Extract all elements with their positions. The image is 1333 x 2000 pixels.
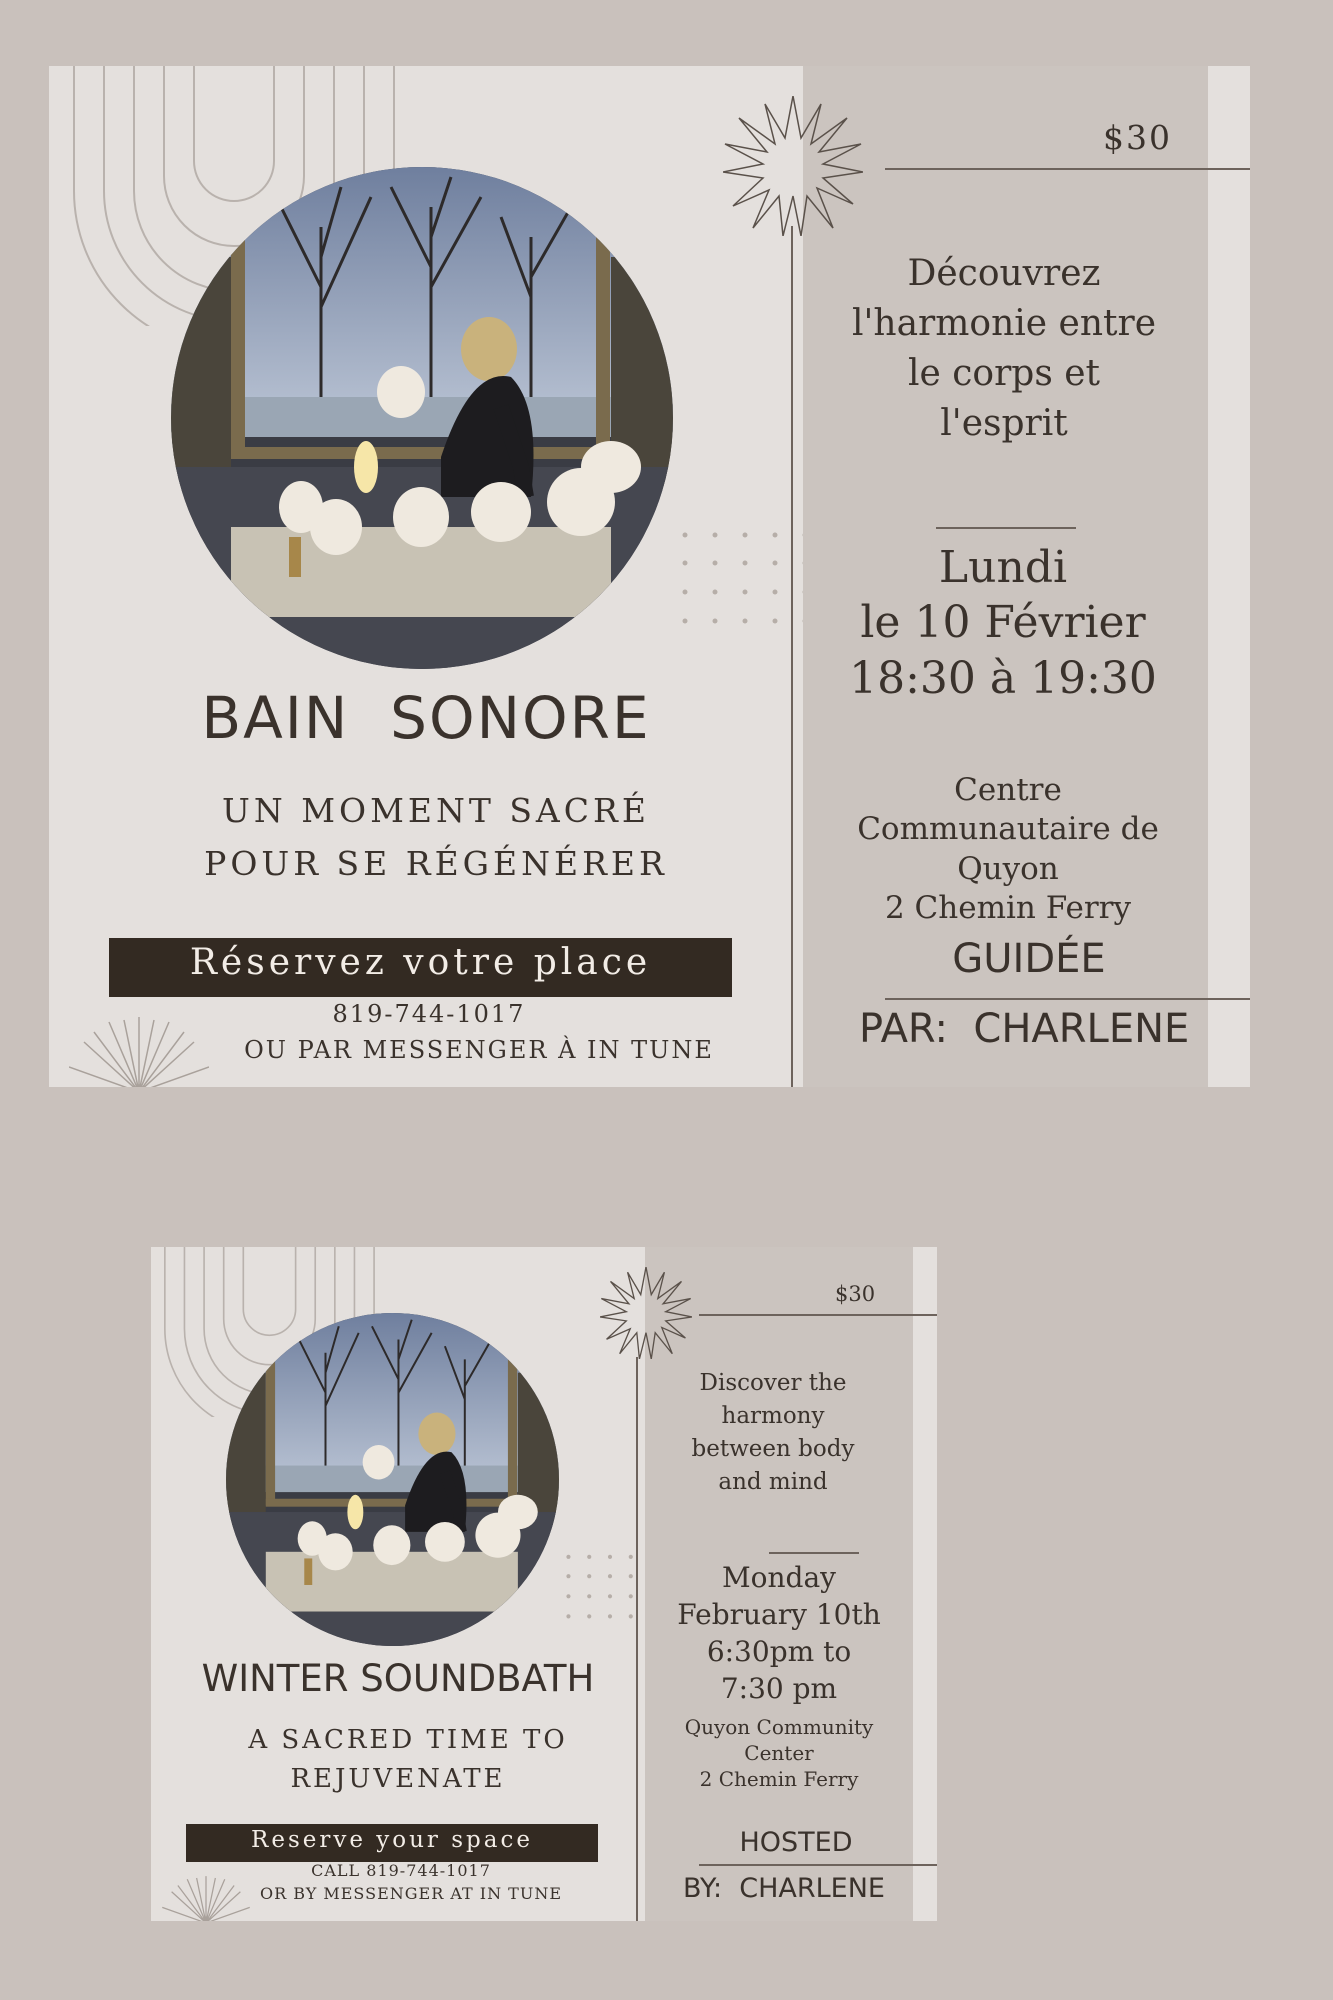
date-time-start: 6:30pm to (706, 1635, 852, 1668)
reserve-button[interactable] (109, 938, 732, 997)
venue-line4: 2 Chemin Ferry (884, 890, 1132, 926)
price-underline (885, 168, 1250, 170)
venue-line3: Quyon (957, 851, 1059, 887)
reserve-button[interactable] (186, 1824, 598, 1862)
guide-name: BY: CHARLENE (683, 1873, 885, 1904)
price-underline (699, 1314, 937, 1316)
venue-line1: Centre (954, 772, 1062, 808)
venue-line2: Center (744, 1741, 814, 1765)
french-side-strip (1208, 66, 1250, 1087)
dot-grid-icon (565, 1553, 645, 1623)
price-label: $30 (835, 1282, 876, 1306)
date-divider (769, 1552, 859, 1554)
guide-label: HOSTED (739, 1827, 853, 1858)
english-poster (151, 1247, 937, 1921)
poster-title: BAIN SONORE (201, 684, 651, 752)
poster-subtitle-line1: A SACRED TIME TO (248, 1725, 568, 1755)
guide-name: PAR: CHARLENE (859, 1006, 1190, 1052)
dot-grid-icon (680, 530, 803, 630)
reserve-button-label: Reserve your space (251, 1827, 533, 1853)
messenger-note: OR BY MESSENGER AT IN TUNE (259, 1884, 563, 1903)
date-time: 18:30 à 19:30 (849, 653, 1157, 704)
divider-vertical (791, 226, 793, 1087)
sound-bowl-photo (171, 167, 673, 669)
divider-vertical (636, 1357, 638, 1921)
english-side-strip (913, 1247, 937, 1921)
price-label: $30 (1103, 118, 1172, 157)
starburst-icon (723, 96, 863, 236)
guide-underline (885, 998, 1250, 1000)
date-time-end: 7:30 pm (720, 1672, 838, 1705)
messenger-note: OU PAR MESSENGER À IN TUNE (244, 1036, 714, 1064)
phone-number: CALL 819-744-1017 (311, 1861, 491, 1880)
sound-bowl-photo (226, 1313, 559, 1646)
date-day: Monday (722, 1561, 836, 1594)
tagline: Découvrez l'harmonie entre le corps et l'esprit (852, 253, 1156, 444)
venue-line2: Communautaire de (857, 811, 1159, 847)
guide-label: GUIDÉE (952, 936, 1106, 982)
guide-underline (699, 1864, 937, 1866)
venue-line1: Quyon Community (684, 1715, 874, 1739)
date-date: le 10 Février (860, 597, 1146, 648)
english-left-panel (151, 1247, 645, 1921)
reserve-button-label: Réservez votre place (189, 942, 652, 983)
small-starburst-icon (69, 1012, 209, 1087)
poster-subtitle-line1: UN MOMENT SACRÉ (222, 791, 650, 830)
french-poster (49, 66, 1250, 1087)
poster-title: WINTER SOUNDBATH (201, 1657, 595, 1700)
poster-subtitle-line2: REJUVENATE (290, 1764, 506, 1794)
date-date: February 10th (677, 1598, 881, 1631)
french-left-panel (49, 66, 803, 1087)
phone-number: 819-744-1017 (332, 1000, 526, 1028)
venue-line3: 2 Chemin Ferry (699, 1767, 859, 1791)
poster-subtitle-line2: POUR SE RÉGÉNÉRER (204, 844, 668, 883)
date-day: Lundi (938, 542, 1068, 593)
date-divider (936, 527, 1076, 529)
small-starburst-icon (161, 1873, 251, 1921)
tagline: Discover the harmony between body and mind (691, 1370, 855, 1495)
starburst-icon (600, 1267, 692, 1359)
